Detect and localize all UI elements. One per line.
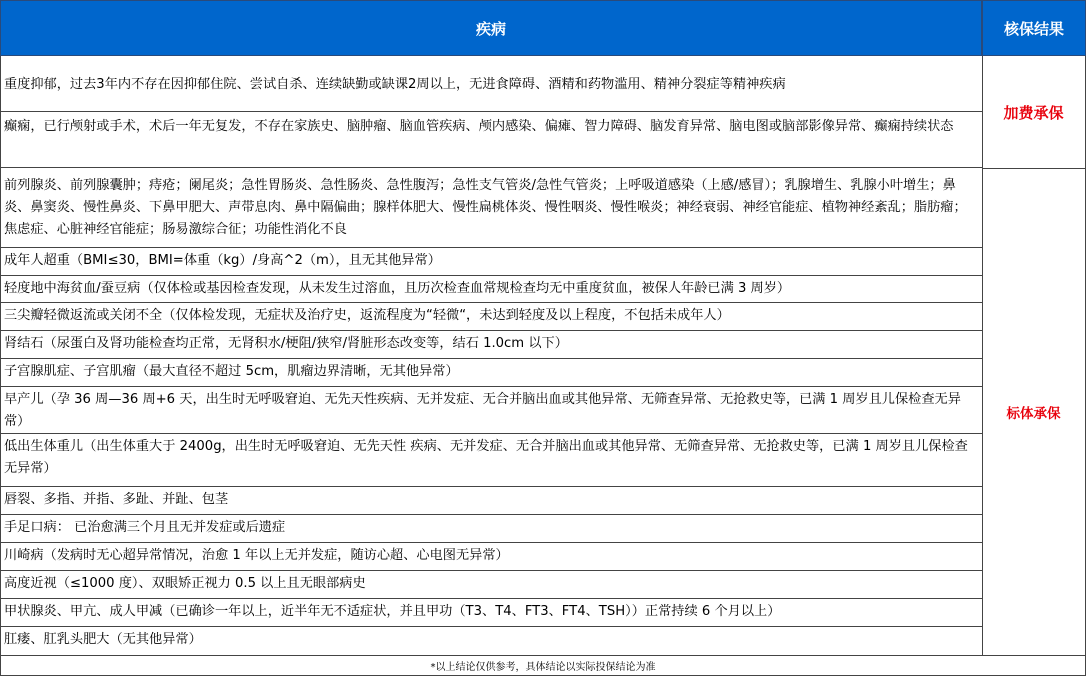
table-row: 前列腺炎、前列腺囊肿；痔疮；阑尾炎；急性胃肠炎、急性肠炎、急性腹泻；急性支气管炎/急性气管炎；上呼吸道感染（上感/感冒）；乳腺增生、乳腺小叶增生；鼻炎、鼻窦炎、慢性鼻炎、下鼻甲肥大、声带息肉、鼻中隔偏曲；腺样体肥大、慢性扁桃体炎、慢性咽炎、慢性喉炎；神经衰弱、神经官能症、植物神经紊乱；脂肪瘤；焦虑症、心脏神经官能症；肠易激综合征；功能性消化不良 bbox=[0, 168, 983, 248]
table-row: 唇裂、多指、并指、多趾、并趾、包茎 bbox=[0, 487, 983, 515]
table-row: 成年人超重（BMI≤30，BMI=体重（kg）/身高^2（m），且无其他异常） bbox=[0, 248, 983, 276]
table-row: 手足口病： 已治愈满三个月且无并发症或后遗症 bbox=[0, 515, 983, 543]
header-result: 核保结果 bbox=[982, 0, 1086, 56]
result-cell-surcharge: 加费承保 bbox=[982, 56, 1086, 169]
table-row: 三尖瓣轻微返流或关闭不全（仅体检发现，无症状及治疗史，返流程度为“轻微“，未达到轻度及以上程度，不包括未成年人） bbox=[0, 303, 983, 331]
table-row: 癫痫，已行颅射或手术，术后一年无复发，不存在家族史、脑肿瘤、脑血管疾病、颅内感染、偏瘫、智力障碍、脑发育异常、脑电图或脑部影像异常、癫痫持续状态 bbox=[0, 112, 983, 168]
table-row: 肾结石（尿蛋白及肾功能检查均正常，无肾积水/梗阻/狭窄/肾脏形态改变等，结石 1.0cm 以下） bbox=[0, 331, 983, 359]
table-row: 早产儿（孕 36 周—36 周+6 天，出生时无呼吸窘迫、无先天性疾病、无并发症、无合并脑出血或其他异常、无筛查异常、无抢救史等，已满 1 周岁且儿保检查无异常） bbox=[0, 387, 983, 434]
table-row: 低出生体重儿（出生体重大于 2400g，出生时无呼吸窘迫、无先天性 疾病、无并发症、无合并脑出血或其他异常、无筛查异常、无抢救史等，已满 1 周岁且儿保检查无异常） bbox=[0, 434, 983, 487]
result-cell-standard: 标体承保 bbox=[982, 169, 1086, 656]
table-row: 重度抑郁，过去3年内不存在因抑郁住院、尝试自杀、连续缺勤或缺课2周以上，无进食障碍、酒精和药物滥用、精神分裂症等精神疾病 bbox=[0, 56, 983, 112]
header-disease: 疾病 bbox=[0, 0, 982, 56]
table-row: 肛瘘、肛乳头肥大（无其他异常） bbox=[0, 627, 983, 656]
table-row: 轻度地中海贫血/蚕豆病（仅体检或基因检查发现，从未发生过溶血，且历次检查血常规检查均无中重度贫血，被保人年龄已满 3 周岁） bbox=[0, 276, 983, 303]
footnote: *以上结论仅供参考，具体结论以实际投保结论为准 bbox=[0, 656, 1086, 676]
table-row: 甲状腺炎、甲亢、成人甲减（已确诊一年以上，近半年无不适症状，并且甲功（T3、T4、FT3、FT4、TSH））正常持续 6 个月以上） bbox=[0, 599, 983, 627]
table-row: 高度近视（≤1000 度）、双眼矫正视力 0.5 以上且无眼部病史 bbox=[0, 571, 983, 599]
table-row: 子宫腺肌症、子宫肌瘤（最大直径不超过 5cm，肌瘤边界清晰，无其他异常） bbox=[0, 359, 983, 387]
table-row: 川崎病（发病时无心超异常情况，治愈 1 年以上无并发症，随访心超、心电图无异常） bbox=[0, 543, 983, 571]
